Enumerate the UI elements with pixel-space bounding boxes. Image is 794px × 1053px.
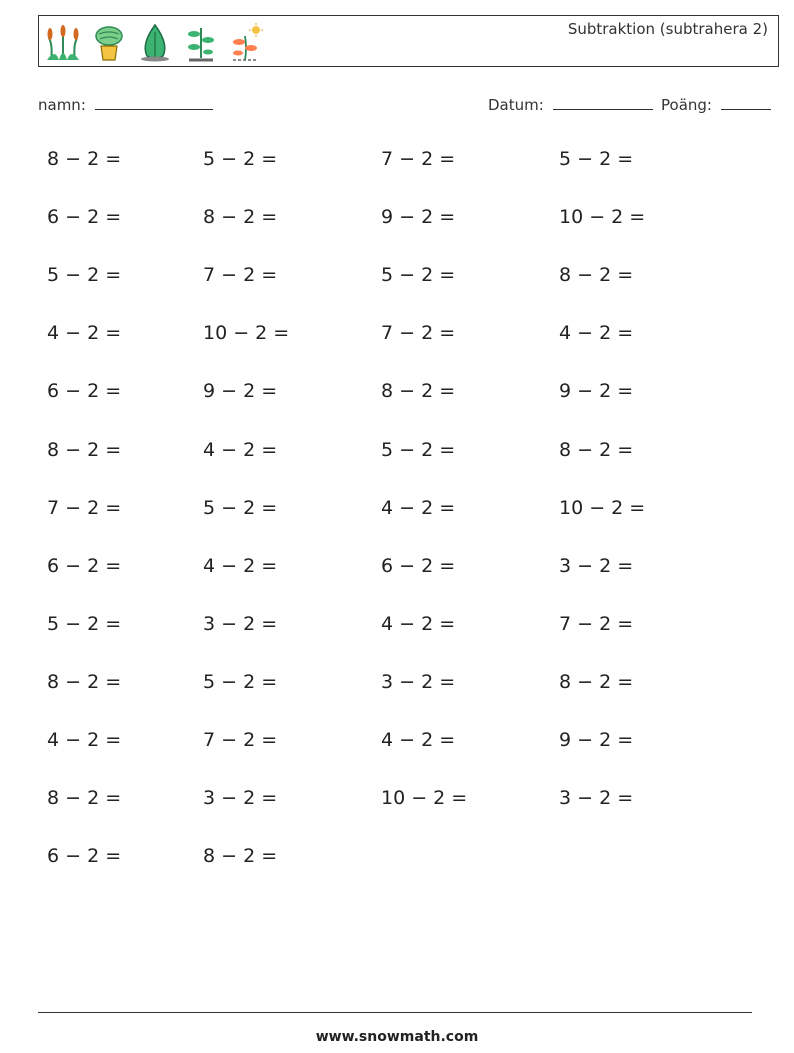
- problem-item: 8 − 2 =: [203, 845, 278, 867]
- problem-item: 6 − 2 =: [47, 555, 122, 577]
- problem-item: 7 − 2 =: [381, 322, 456, 344]
- problem-item: 7 − 2 =: [559, 613, 634, 635]
- problem-item: 3 − 2 =: [381, 671, 456, 693]
- problem-item: 9 − 2 =: [203, 380, 278, 402]
- problem-item: 8 − 2 =: [47, 148, 122, 170]
- problem-item: 5 − 2 =: [559, 148, 634, 170]
- problem-item: 6 − 2 =: [47, 380, 122, 402]
- problem-item: 10 − 2 =: [381, 787, 468, 809]
- problem-item: 4 − 2 =: [47, 322, 122, 344]
- problem-item: 7 − 2 =: [381, 148, 456, 170]
- problem-item: 10 − 2 =: [559, 497, 646, 519]
- problem-item: 3 − 2 =: [203, 787, 278, 809]
- problem-item: 8 − 2 =: [559, 671, 634, 693]
- date-field: [488, 95, 653, 114]
- name-blank[interactable]: [95, 95, 213, 110]
- problem-item: 8 − 2 =: [559, 439, 634, 461]
- problem-item: 8 − 2 =: [47, 439, 122, 461]
- footer-divider: [38, 1012, 752, 1013]
- name-label: namn:: [38, 96, 86, 114]
- header-box: [38, 15, 779, 67]
- problem-item: 3 − 2 =: [559, 555, 634, 577]
- sheet-title: Subtraktion (subtrahera 2): [567, 20, 768, 38]
- problem-item: 5 − 2 =: [381, 439, 456, 461]
- problem-item: 4 − 2 =: [381, 729, 456, 751]
- potted-plant-icon: [91, 22, 127, 62]
- problem-item: 8 − 2 =: [47, 787, 122, 809]
- name-field: [38, 95, 213, 114]
- problem-item: 9 − 2 =: [559, 729, 634, 751]
- problem-item: 3 − 2 =: [559, 787, 634, 809]
- problem-item: 6 − 2 =: [47, 206, 122, 228]
- problem-item: 10 − 2 =: [203, 322, 290, 344]
- problem-item: 8 − 2 =: [203, 206, 278, 228]
- score-label: Poäng:: [661, 96, 712, 114]
- problem-item: 4 − 2 =: [381, 613, 456, 635]
- problem-item: 5 − 2 =: [203, 148, 278, 170]
- problem-item: 7 − 2 =: [203, 264, 278, 286]
- problem-item: 5 − 2 =: [203, 671, 278, 693]
- seedling-icon: [183, 22, 219, 62]
- problem-item: 5 − 2 =: [381, 264, 456, 286]
- date-blank[interactable]: [553, 95, 653, 110]
- problem-item: 4 − 2 =: [47, 729, 122, 751]
- score-field: [661, 95, 771, 114]
- problem-item: 5 − 2 =: [203, 497, 278, 519]
- problem-item: 5 − 2 =: [47, 264, 122, 286]
- plant-icons: [45, 20, 265, 64]
- footer-url: www.snowmath.com: [315, 1029, 479, 1045]
- problem-item: 5 − 2 =: [47, 613, 122, 635]
- flower-sun-icon: [229, 22, 265, 62]
- problem-item: 9 − 2 =: [559, 380, 634, 402]
- problem-item: 3 − 2 =: [203, 613, 278, 635]
- problem-item: 4 − 2 =: [381, 497, 456, 519]
- problem-item: 10 − 2 =: [559, 206, 646, 228]
- date-label: Datum:: [488, 96, 544, 114]
- problem-item: 8 − 2 =: [47, 671, 122, 693]
- problem-item: 4 − 2 =: [203, 439, 278, 461]
- problem-item: 6 − 2 =: [381, 555, 456, 577]
- problem-item: 9 − 2 =: [381, 206, 456, 228]
- problem-item: 8 − 2 =: [381, 380, 456, 402]
- problem-item: 6 − 2 =: [47, 845, 122, 867]
- problem-item: 7 − 2 =: [47, 497, 122, 519]
- problem-item: 4 − 2 =: [559, 322, 634, 344]
- score-blank[interactable]: [721, 95, 771, 110]
- problem-item: 4 − 2 =: [203, 555, 278, 577]
- leaf-icon: [137, 22, 173, 62]
- cattail-plant-icon: [45, 22, 81, 62]
- problem-item: 8 − 2 =: [559, 264, 634, 286]
- problem-item: 7 − 2 =: [203, 729, 278, 751]
